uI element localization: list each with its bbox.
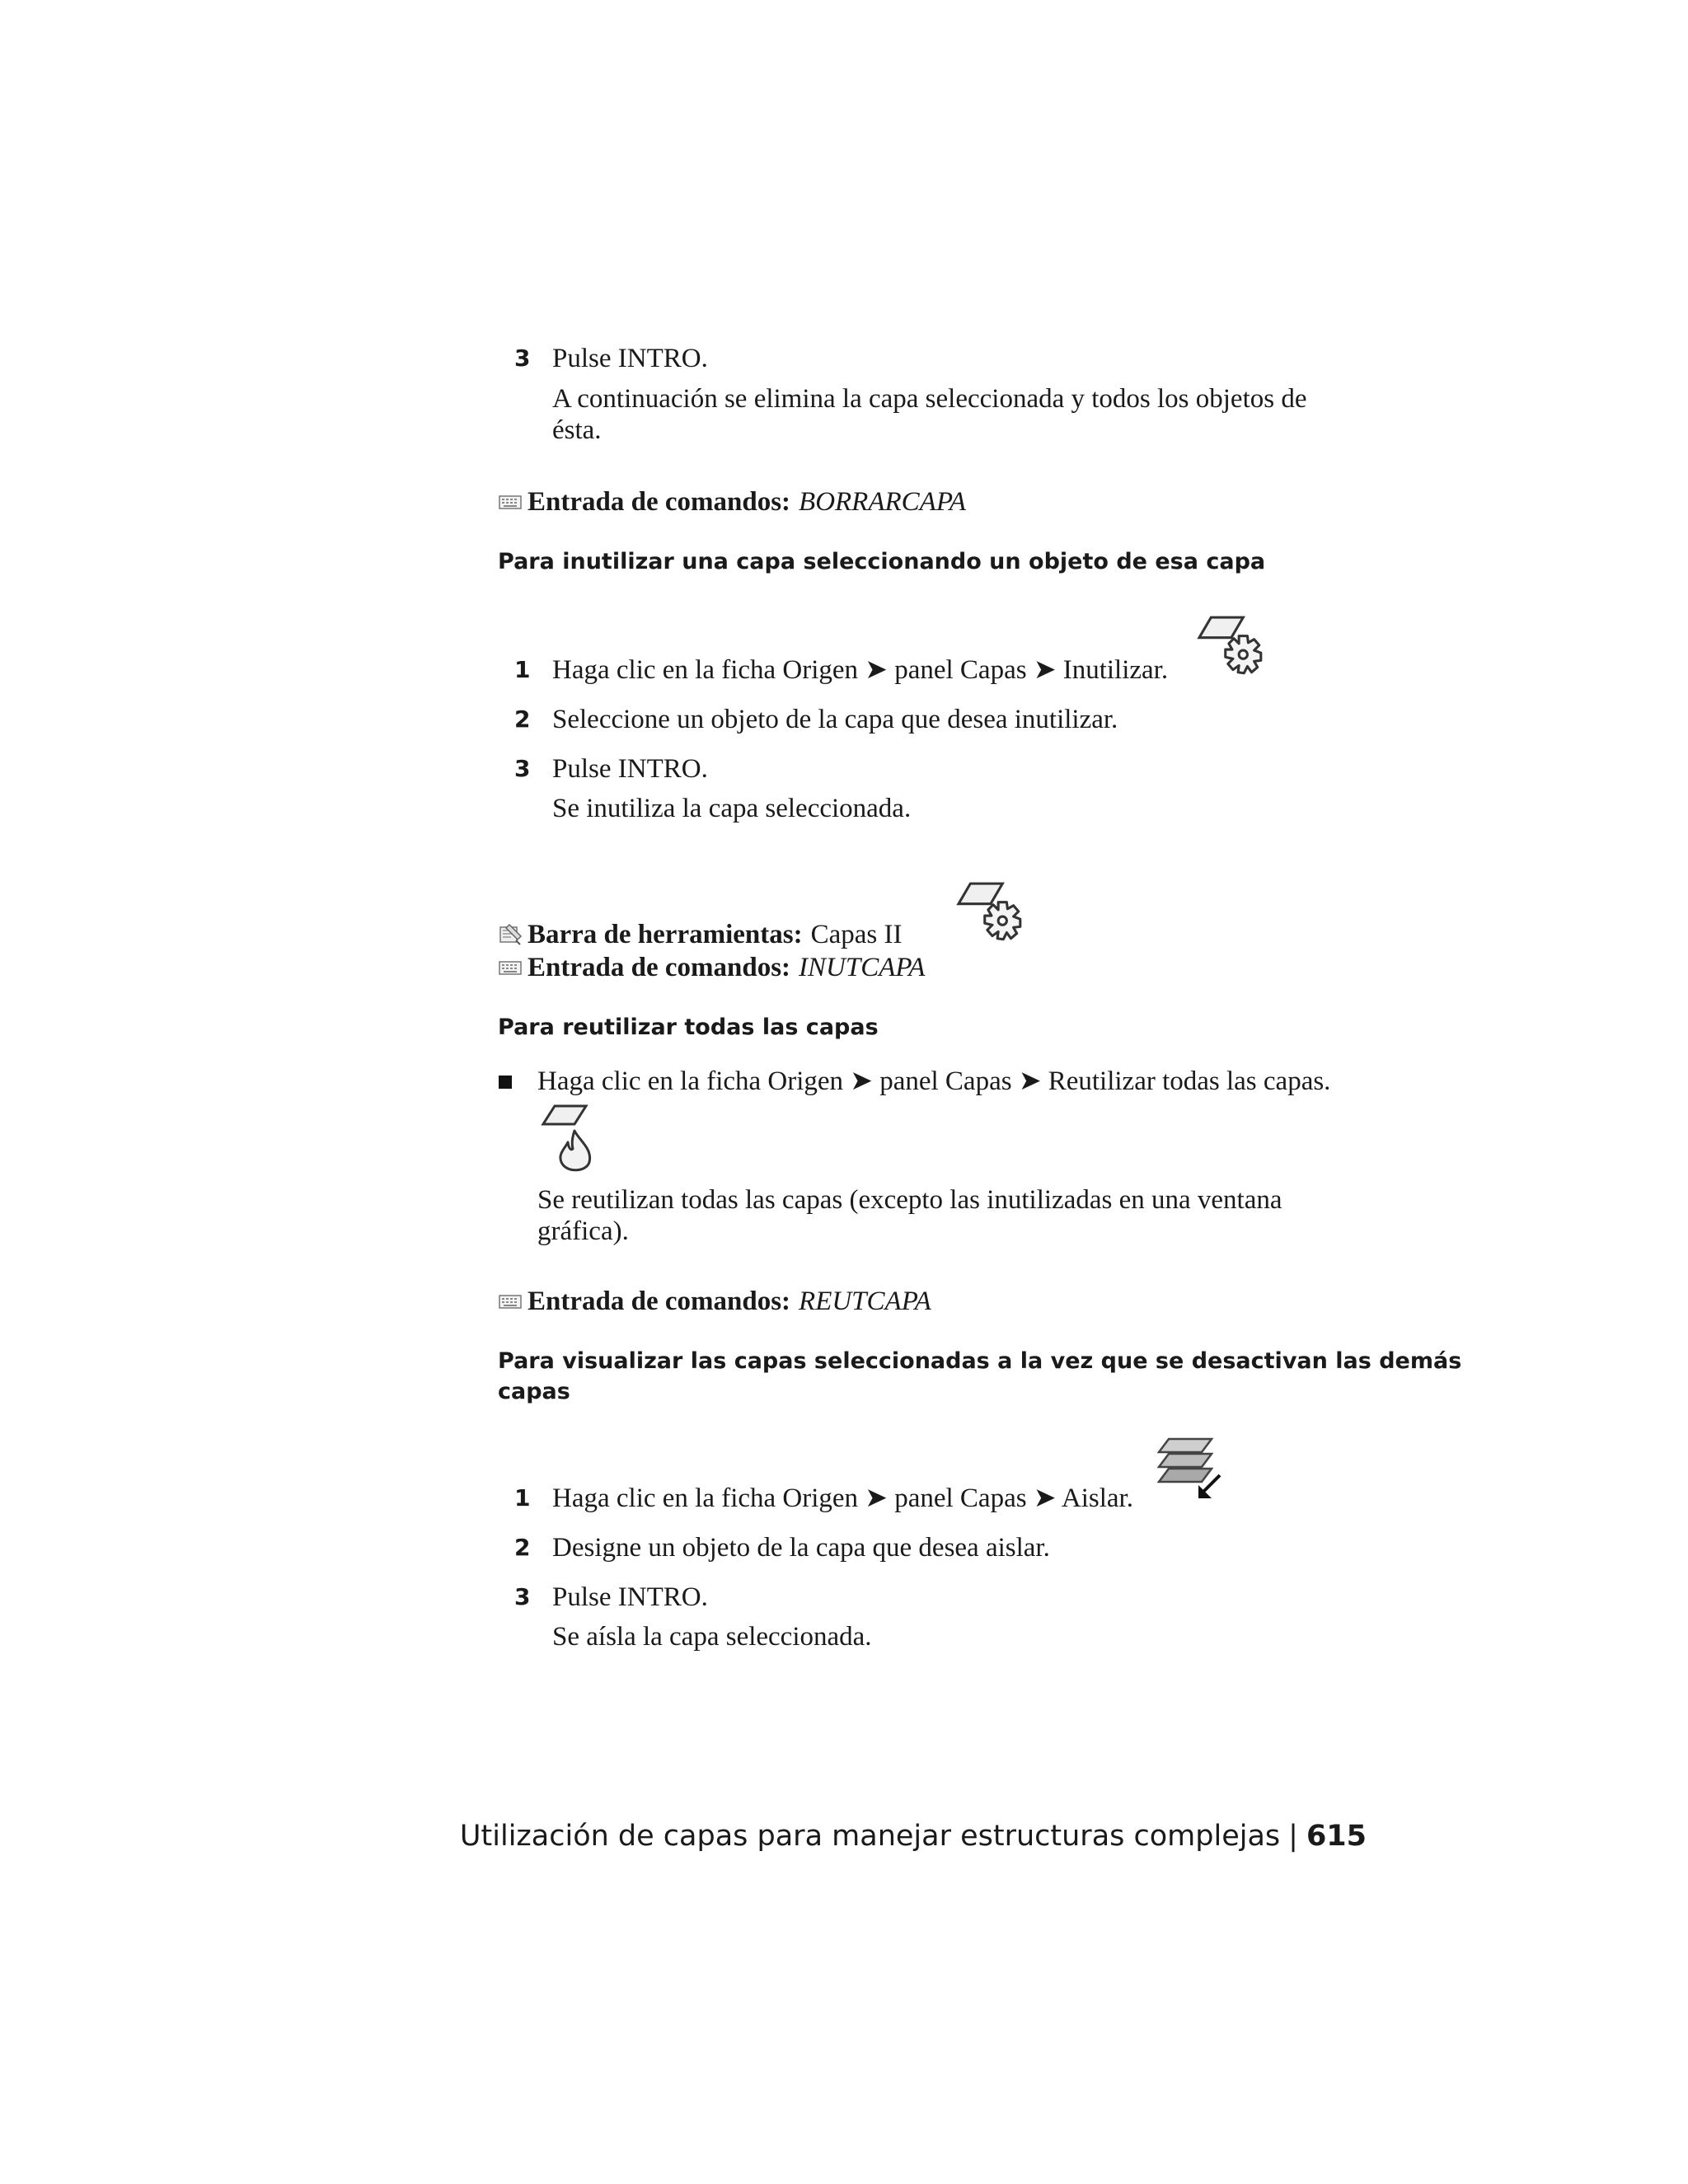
section-heading: Para visualizar las capas seleccionadas a la vez que se desactivan las demás (498, 1348, 1462, 1374)
bullet-result: gráfica). (537, 1216, 629, 1246)
command-entry (498, 485, 966, 518)
layer-thaw-icon (537, 1103, 612, 1177)
step-result: Se inutiliza la capa seleccionada. (552, 794, 912, 823)
page-footer (460, 1818, 1367, 1854)
keyboard-icon (498, 955, 523, 980)
step-text: Designe un objeto de la capa que desea aislar. (552, 1533, 1050, 1563)
step-text: Pulse INTRO. (552, 754, 708, 784)
step-number: 3 (514, 755, 531, 782)
section-heading: Para reutilizar todas las capas (498, 1015, 879, 1040)
step-number: 3 (514, 344, 531, 372)
toolbar-icon (498, 922, 523, 947)
layer-freeze-icon (1195, 614, 1273, 682)
command-name: BORRARCAPA (799, 487, 966, 517)
step-result: Se aísla la capa seleccionada. (552, 1622, 872, 1652)
step-text: Pulse INTRO. (552, 1582, 708, 1612)
step-result: A continuación se elimina la capa seleccionada y todos los objetos de (552, 384, 1307, 414)
toolbar-name: Capas II (810, 920, 903, 949)
bullet-marker (499, 1076, 512, 1089)
command-entry (498, 951, 925, 984)
section-heading: capas (498, 1379, 570, 1404)
step-result: ésta. (552, 415, 602, 445)
step-number: 1 (514, 656, 531, 683)
footer-title: Utilización de capas para manejar estructuras complejas (459, 1820, 1281, 1853)
layer-isolate-icon (1157, 1436, 1223, 1502)
step-number: 2 (514, 1534, 531, 1561)
step-number: 1 (514, 1484, 531, 1511)
section-heading: Para inutilizar una capa seleccionando un objeto de esa capa (498, 549, 1266, 574)
command-entry (498, 1285, 931, 1318)
footer-separator: | (1288, 1820, 1298, 1853)
keyboard-icon (498, 490, 523, 514)
step-number: 3 (514, 1583, 531, 1610)
layer-freeze-icon (954, 880, 1032, 948)
command-entry-label: Entrada de comandos: (528, 953, 791, 982)
step-text: Seleccione un objeto de la capa que desea inutilizar. (552, 705, 1118, 734)
command-name: INUTCAPA (799, 953, 926, 982)
bullet-text: Haga clic en la ficha Origen ➤ panel Capas ➤ Reutilizar todas las capas. (537, 1066, 1331, 1096)
toolbar-entry (498, 918, 902, 951)
toolbar-label: Barra de herramientas: (528, 920, 803, 949)
command-entry-label: Entrada de comandos: (528, 1286, 791, 1316)
bullet-result: Se reutilizan todas las capas (excepto las inutilizadas en una ventana (537, 1185, 1282, 1215)
command-entry-label: Entrada de comandos: (528, 487, 791, 517)
keyboard-icon (498, 1289, 523, 1314)
step-text: Pulse INTRO. (552, 344, 708, 373)
page-number: 615 (1306, 1820, 1367, 1853)
step-text: Haga clic en la ficha Origen ➤ panel Capas ➤ Inutilizar. (552, 655, 1169, 685)
step-text: Haga clic en la ficha Origen ➤ panel Capas ➤ Aislar. (552, 1483, 1133, 1513)
step-number: 2 (514, 705, 531, 733)
command-name: REUTCAPA (799, 1286, 931, 1316)
